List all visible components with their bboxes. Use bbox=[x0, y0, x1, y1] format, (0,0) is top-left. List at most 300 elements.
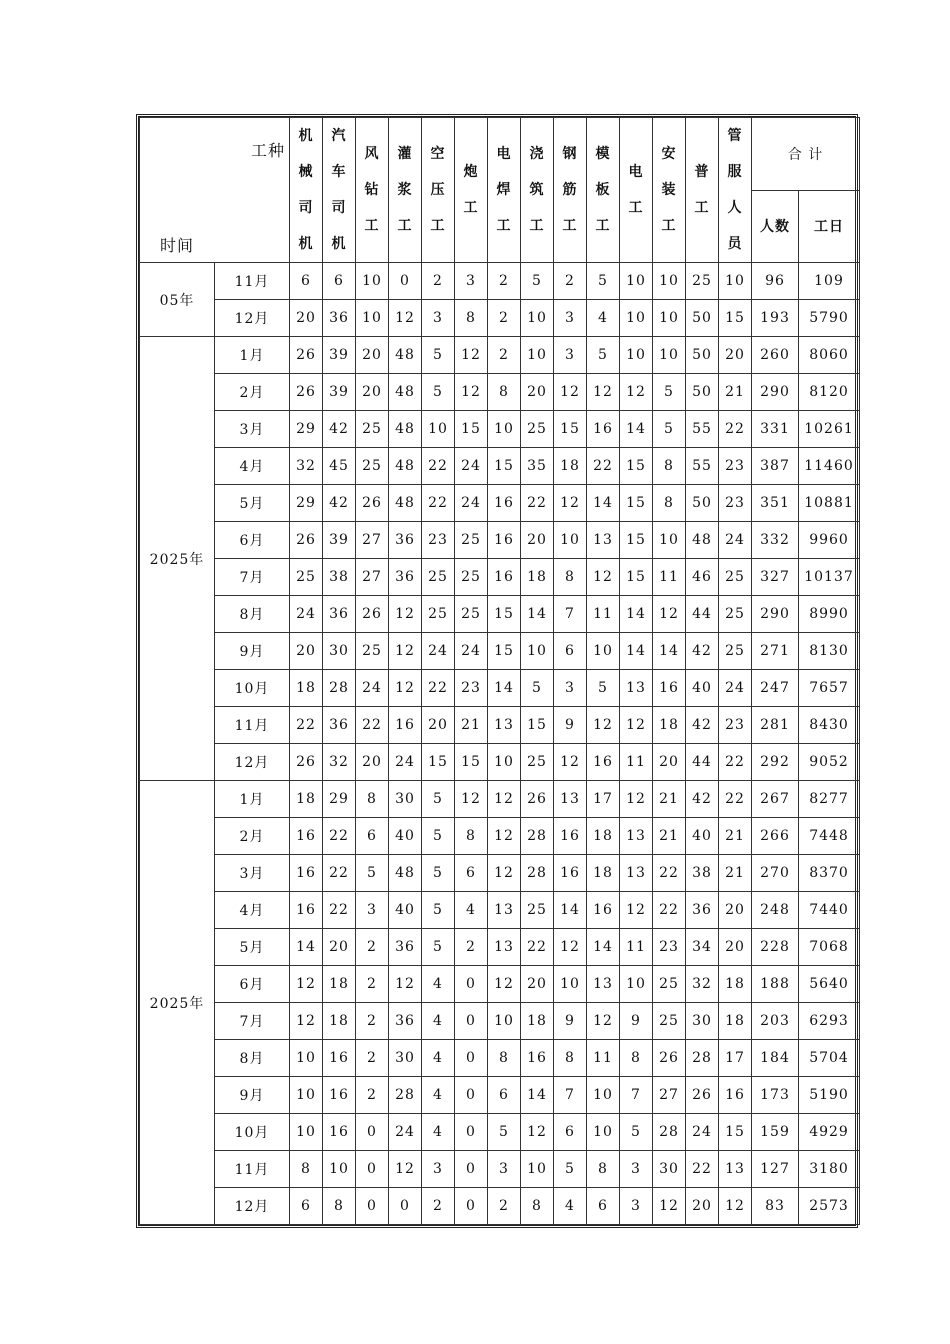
value-cell: 28 bbox=[686, 1040, 719, 1077]
year-cell: 2025年 bbox=[140, 337, 215, 781]
month-cell: 9月 bbox=[215, 1077, 290, 1114]
value-cell: 22 bbox=[323, 818, 356, 855]
value-cell: 5 bbox=[587, 670, 620, 707]
value-cell: 18 bbox=[719, 966, 752, 1003]
column-header-label: 安装工 bbox=[661, 146, 677, 234]
month-cell: 11月 bbox=[215, 1151, 290, 1188]
value-cell: 23 bbox=[719, 448, 752, 485]
value-cell: 10 bbox=[521, 1151, 554, 1188]
value-cell: 4 bbox=[422, 1114, 455, 1151]
value-cell: 15 bbox=[455, 744, 488, 781]
value-cell: 12 bbox=[587, 374, 620, 411]
table-row bbox=[140, 781, 860, 818]
value-cell: 21 bbox=[653, 781, 686, 818]
value-cell: 10 bbox=[521, 300, 554, 337]
column-header bbox=[719, 118, 752, 263]
value-cell: 25 bbox=[521, 411, 554, 448]
column-header-label: 炮工 bbox=[463, 164, 479, 216]
value-cell: 10 bbox=[620, 337, 653, 374]
value-cell: 32 bbox=[323, 744, 356, 781]
value-cell: 5790 bbox=[799, 300, 860, 337]
value-cell: 18 bbox=[290, 670, 323, 707]
value-cell: 36 bbox=[323, 707, 356, 744]
value-cell: 16 bbox=[488, 522, 521, 559]
value-cell: 16 bbox=[587, 892, 620, 929]
value-cell: 24 bbox=[356, 670, 389, 707]
value-cell: 203 bbox=[752, 1003, 799, 1040]
table-row bbox=[140, 892, 860, 929]
value-cell: 267 bbox=[752, 781, 799, 818]
labor-plan-table bbox=[139, 117, 860, 1225]
value-cell: 22 bbox=[356, 707, 389, 744]
table-row bbox=[140, 1114, 860, 1151]
value-cell: 12 bbox=[653, 596, 686, 633]
month-cell: 11月 bbox=[215, 263, 290, 300]
value-cell: 26 bbox=[356, 596, 389, 633]
value-cell: 12 bbox=[455, 781, 488, 818]
column-header-label: 汽车司机 bbox=[331, 128, 347, 252]
value-cell: 12 bbox=[554, 374, 587, 411]
value-cell: 44 bbox=[686, 744, 719, 781]
value-cell: 34 bbox=[686, 929, 719, 966]
value-cell: 2 bbox=[488, 300, 521, 337]
month-cell: 4月 bbox=[215, 448, 290, 485]
header-row bbox=[140, 118, 860, 191]
value-cell: 2 bbox=[356, 1040, 389, 1077]
value-cell: 23 bbox=[719, 485, 752, 522]
value-cell: 48 bbox=[389, 374, 422, 411]
value-cell: 25 bbox=[356, 448, 389, 485]
value-cell: 5 bbox=[422, 892, 455, 929]
value-cell: 16 bbox=[323, 1077, 356, 1114]
value-cell: 13 bbox=[620, 670, 653, 707]
value-cell: 40 bbox=[389, 818, 422, 855]
value-cell: 22 bbox=[521, 929, 554, 966]
value-cell: 16 bbox=[323, 1114, 356, 1151]
value-cell: 8370 bbox=[799, 855, 860, 892]
column-header-label: 风钻工 bbox=[364, 146, 380, 234]
value-cell: 18 bbox=[290, 781, 323, 818]
value-cell: 17 bbox=[719, 1040, 752, 1077]
value-cell: 228 bbox=[752, 929, 799, 966]
month-cell: 8月 bbox=[215, 596, 290, 633]
value-cell: 7068 bbox=[799, 929, 860, 966]
value-cell: 42 bbox=[686, 781, 719, 818]
value-cell: 39 bbox=[323, 374, 356, 411]
value-cell: 10 bbox=[521, 633, 554, 670]
month-cell: 2月 bbox=[215, 374, 290, 411]
value-cell: 10 bbox=[653, 263, 686, 300]
value-cell: 0 bbox=[356, 1114, 389, 1151]
value-cell: 3 bbox=[422, 1151, 455, 1188]
value-cell: 24 bbox=[455, 485, 488, 522]
value-cell: 6 bbox=[455, 855, 488, 892]
value-cell: 50 bbox=[686, 374, 719, 411]
value-cell: 11 bbox=[587, 1040, 620, 1077]
column-header bbox=[686, 118, 719, 263]
labor-plan-table-frame bbox=[136, 114, 858, 1228]
value-cell: 20 bbox=[521, 374, 554, 411]
value-cell: 23 bbox=[422, 522, 455, 559]
value-cell: 40 bbox=[686, 670, 719, 707]
table-row bbox=[140, 485, 860, 522]
value-cell: 10 bbox=[587, 1114, 620, 1151]
value-cell: 2 bbox=[422, 1188, 455, 1225]
value-cell: 46 bbox=[686, 559, 719, 596]
value-cell: 27 bbox=[356, 522, 389, 559]
value-cell: 0 bbox=[455, 1188, 488, 1225]
value-cell: 15 bbox=[719, 1114, 752, 1151]
value-cell: 10 bbox=[323, 1151, 356, 1188]
value-cell: 42 bbox=[323, 411, 356, 448]
value-cell: 7448 bbox=[799, 818, 860, 855]
sum-days-header: 工日 bbox=[799, 190, 860, 263]
month-cell: 1月 bbox=[215, 781, 290, 818]
value-cell: 20 bbox=[719, 929, 752, 966]
value-cell: 271 bbox=[752, 633, 799, 670]
table-row bbox=[140, 522, 860, 559]
value-cell: 15 bbox=[620, 522, 653, 559]
value-cell: 26 bbox=[290, 374, 323, 411]
value-cell: 12 bbox=[521, 1114, 554, 1151]
value-cell: 0 bbox=[455, 1040, 488, 1077]
value-cell: 25 bbox=[719, 633, 752, 670]
value-cell: 8 bbox=[554, 559, 587, 596]
value-cell: 55 bbox=[686, 448, 719, 485]
column-header-label: 灌浆工 bbox=[397, 146, 413, 234]
table-row bbox=[140, 374, 860, 411]
column-header-label: 电工 bbox=[628, 164, 644, 216]
value-cell: 8 bbox=[653, 448, 686, 485]
value-cell: 36 bbox=[323, 596, 356, 633]
value-cell: 266 bbox=[752, 818, 799, 855]
table-row bbox=[140, 818, 860, 855]
value-cell: 10 bbox=[356, 300, 389, 337]
value-cell: 14 bbox=[620, 633, 653, 670]
value-cell: 10 bbox=[620, 300, 653, 337]
value-cell: 12 bbox=[620, 707, 653, 744]
value-cell: 10 bbox=[356, 263, 389, 300]
value-cell: 5 bbox=[422, 337, 455, 374]
value-cell: 3 bbox=[620, 1151, 653, 1188]
value-cell: 26 bbox=[356, 485, 389, 522]
month-cell: 1月 bbox=[215, 337, 290, 374]
value-cell: 30 bbox=[389, 1040, 422, 1077]
value-cell: 0 bbox=[455, 1077, 488, 1114]
value-cell: 7 bbox=[554, 596, 587, 633]
value-cell: 26 bbox=[290, 522, 323, 559]
value-cell: 15 bbox=[719, 300, 752, 337]
value-cell: 42 bbox=[323, 485, 356, 522]
value-cell: 16 bbox=[521, 1040, 554, 1077]
column-header bbox=[554, 118, 587, 263]
value-cell: 351 bbox=[752, 485, 799, 522]
value-cell: 28 bbox=[521, 855, 554, 892]
value-cell: 25 bbox=[422, 596, 455, 633]
value-cell: 4 bbox=[554, 1188, 587, 1225]
month-cell: 11月 bbox=[215, 707, 290, 744]
value-cell: 48 bbox=[389, 855, 422, 892]
table-row bbox=[140, 596, 860, 633]
value-cell: 10 bbox=[290, 1077, 323, 1114]
value-cell: 36 bbox=[686, 892, 719, 929]
value-cell: 50 bbox=[686, 300, 719, 337]
value-cell: 8130 bbox=[799, 633, 860, 670]
value-cell: 29 bbox=[323, 781, 356, 818]
month-cell: 10月 bbox=[215, 670, 290, 707]
value-cell: 16 bbox=[587, 744, 620, 781]
value-cell: 3 bbox=[620, 1188, 653, 1225]
value-cell: 10 bbox=[488, 744, 521, 781]
table-row bbox=[140, 707, 860, 744]
value-cell: 38 bbox=[323, 559, 356, 596]
column-header bbox=[356, 118, 389, 263]
value-cell: 8 bbox=[455, 300, 488, 337]
value-cell: 5 bbox=[356, 855, 389, 892]
value-cell: 18 bbox=[521, 559, 554, 596]
value-cell: 28 bbox=[653, 1114, 686, 1151]
value-cell: 13 bbox=[587, 966, 620, 1003]
value-cell: 22 bbox=[323, 892, 356, 929]
value-cell: 24 bbox=[290, 596, 323, 633]
value-cell: 2 bbox=[455, 929, 488, 966]
value-cell: 2 bbox=[422, 263, 455, 300]
value-cell: 12 bbox=[488, 781, 521, 818]
value-cell: 247 bbox=[752, 670, 799, 707]
month-cell: 6月 bbox=[215, 522, 290, 559]
value-cell: 24 bbox=[422, 633, 455, 670]
value-cell: 26 bbox=[290, 337, 323, 374]
value-cell: 7 bbox=[620, 1077, 653, 1114]
value-cell: 20 bbox=[422, 707, 455, 744]
value-cell: 13 bbox=[554, 781, 587, 818]
value-cell: 11 bbox=[620, 744, 653, 781]
value-cell: 22 bbox=[290, 707, 323, 744]
value-cell: 13 bbox=[719, 1151, 752, 1188]
value-cell: 24 bbox=[389, 744, 422, 781]
value-cell: 30 bbox=[653, 1151, 686, 1188]
column-header bbox=[587, 118, 620, 263]
value-cell: 24 bbox=[389, 1114, 422, 1151]
value-cell: 10 bbox=[554, 966, 587, 1003]
value-cell: 4 bbox=[587, 300, 620, 337]
table-row bbox=[140, 1077, 860, 1114]
table-row bbox=[140, 929, 860, 966]
value-cell: 12 bbox=[455, 374, 488, 411]
value-cell: 0 bbox=[455, 1114, 488, 1151]
value-cell: 16 bbox=[488, 559, 521, 596]
value-cell: 5 bbox=[422, 374, 455, 411]
value-cell: 8277 bbox=[799, 781, 860, 818]
value-cell: 25 bbox=[455, 522, 488, 559]
value-cell: 16 bbox=[653, 670, 686, 707]
column-header bbox=[290, 118, 323, 263]
value-cell: 16 bbox=[290, 892, 323, 929]
value-cell: 48 bbox=[686, 522, 719, 559]
value-cell: 13 bbox=[620, 855, 653, 892]
value-cell: 24 bbox=[686, 1114, 719, 1151]
value-cell: 8430 bbox=[799, 707, 860, 744]
value-cell: 20 bbox=[356, 744, 389, 781]
value-cell: 24 bbox=[719, 522, 752, 559]
value-cell: 188 bbox=[752, 966, 799, 1003]
value-cell: 20 bbox=[290, 300, 323, 337]
value-cell: 5 bbox=[653, 374, 686, 411]
value-cell: 292 bbox=[752, 744, 799, 781]
value-cell: 50 bbox=[686, 485, 719, 522]
value-cell: 23 bbox=[455, 670, 488, 707]
value-cell: 10 bbox=[554, 522, 587, 559]
value-cell: 25 bbox=[653, 1003, 686, 1040]
column-header bbox=[323, 118, 356, 263]
value-cell: 25 bbox=[719, 596, 752, 633]
table-row bbox=[140, 448, 860, 485]
value-cell: 18 bbox=[587, 818, 620, 855]
value-cell: 16 bbox=[587, 411, 620, 448]
value-cell: 15 bbox=[488, 448, 521, 485]
value-cell: 20 bbox=[356, 374, 389, 411]
value-cell: 248 bbox=[752, 892, 799, 929]
year-cell: 2025年 bbox=[140, 781, 215, 1225]
value-cell: 15 bbox=[455, 411, 488, 448]
value-cell: 48 bbox=[389, 448, 422, 485]
month-cell: 8月 bbox=[215, 1040, 290, 1077]
table-row bbox=[140, 1040, 860, 1077]
value-cell: 21 bbox=[719, 818, 752, 855]
value-cell: 27 bbox=[356, 559, 389, 596]
value-cell: 20 bbox=[653, 744, 686, 781]
value-cell: 32 bbox=[290, 448, 323, 485]
value-cell: 3 bbox=[422, 300, 455, 337]
value-cell: 20 bbox=[521, 522, 554, 559]
value-cell: 332 bbox=[752, 522, 799, 559]
value-cell: 12 bbox=[389, 633, 422, 670]
value-cell: 12 bbox=[587, 1003, 620, 1040]
value-cell: 3 bbox=[554, 337, 587, 374]
value-cell: 2 bbox=[488, 263, 521, 300]
table-row bbox=[140, 559, 860, 596]
value-cell: 36 bbox=[323, 300, 356, 337]
value-cell: 28 bbox=[521, 818, 554, 855]
value-cell: 6 bbox=[587, 1188, 620, 1225]
column-header-label: 机械司机 bbox=[298, 128, 314, 252]
value-cell: 26 bbox=[686, 1077, 719, 1114]
corner-cell bbox=[140, 118, 290, 263]
value-cell: 10 bbox=[587, 633, 620, 670]
value-cell: 12 bbox=[587, 707, 620, 744]
value-cell: 5 bbox=[587, 337, 620, 374]
table-row bbox=[140, 855, 860, 892]
year-cell: 05年 bbox=[140, 263, 215, 337]
value-cell: 8 bbox=[521, 1188, 554, 1225]
value-cell: 10 bbox=[620, 263, 653, 300]
value-cell: 16 bbox=[323, 1040, 356, 1077]
value-cell: 4 bbox=[422, 966, 455, 1003]
value-cell: 30 bbox=[389, 781, 422, 818]
value-cell: 12 bbox=[455, 337, 488, 374]
value-cell: 2 bbox=[554, 263, 587, 300]
value-cell: 0 bbox=[455, 1003, 488, 1040]
value-cell: 27 bbox=[653, 1077, 686, 1114]
value-cell: 39 bbox=[323, 522, 356, 559]
value-cell: 22 bbox=[719, 781, 752, 818]
value-cell: 9052 bbox=[799, 744, 860, 781]
value-cell: 0 bbox=[455, 966, 488, 1003]
value-cell: 10 bbox=[521, 337, 554, 374]
value-cell: 13 bbox=[620, 818, 653, 855]
month-cell: 10月 bbox=[215, 1114, 290, 1151]
month-cell: 12月 bbox=[215, 744, 290, 781]
value-cell: 184 bbox=[752, 1040, 799, 1077]
value-cell: 10261 bbox=[799, 411, 860, 448]
value-cell: 96 bbox=[752, 263, 799, 300]
table-row bbox=[140, 670, 860, 707]
value-cell: 14 bbox=[587, 485, 620, 522]
value-cell: 18 bbox=[323, 966, 356, 1003]
month-cell: 5月 bbox=[215, 485, 290, 522]
value-cell: 12 bbox=[389, 1151, 422, 1188]
value-cell: 38 bbox=[686, 855, 719, 892]
value-cell: 8 bbox=[488, 374, 521, 411]
value-cell: 13 bbox=[587, 522, 620, 559]
value-cell: 25 bbox=[719, 559, 752, 596]
value-cell: 0 bbox=[389, 1188, 422, 1225]
value-cell: 6 bbox=[290, 263, 323, 300]
sum-header: 合 计 bbox=[752, 118, 860, 191]
value-cell: 25 bbox=[686, 263, 719, 300]
value-cell: 5 bbox=[653, 411, 686, 448]
value-cell: 48 bbox=[389, 337, 422, 374]
value-cell: 10 bbox=[653, 522, 686, 559]
value-cell: 12 bbox=[719, 1188, 752, 1225]
value-cell: 15 bbox=[488, 596, 521, 633]
value-cell: 331 bbox=[752, 411, 799, 448]
table-row bbox=[140, 966, 860, 1003]
value-cell: 10 bbox=[488, 1003, 521, 1040]
value-cell: 14 bbox=[587, 929, 620, 966]
value-cell: 4 bbox=[422, 1077, 455, 1114]
value-cell: 260 bbox=[752, 337, 799, 374]
value-cell: 159 bbox=[752, 1114, 799, 1151]
value-cell: 48 bbox=[389, 485, 422, 522]
value-cell: 3 bbox=[455, 263, 488, 300]
value-cell: 3180 bbox=[799, 1151, 860, 1188]
value-cell: 10 bbox=[488, 411, 521, 448]
value-cell: 10 bbox=[620, 966, 653, 1003]
value-cell: 10 bbox=[290, 1114, 323, 1151]
value-cell: 10 bbox=[653, 337, 686, 374]
value-cell: 6 bbox=[290, 1188, 323, 1225]
month-cell: 3月 bbox=[215, 411, 290, 448]
value-cell: 20 bbox=[521, 966, 554, 1003]
column-header-label: 电焊工 bbox=[496, 146, 512, 234]
value-cell: 9 bbox=[554, 1003, 587, 1040]
table-row bbox=[140, 411, 860, 448]
value-cell: 6293 bbox=[799, 1003, 860, 1040]
value-cell: 3 bbox=[554, 670, 587, 707]
value-cell: 10137 bbox=[799, 559, 860, 596]
value-cell: 8 bbox=[587, 1151, 620, 1188]
value-cell: 16 bbox=[554, 855, 587, 892]
value-cell: 36 bbox=[389, 929, 422, 966]
value-cell: 6 bbox=[356, 818, 389, 855]
month-cell: 12月 bbox=[215, 300, 290, 337]
value-cell: 5704 bbox=[799, 1040, 860, 1077]
table-row bbox=[140, 337, 860, 374]
value-cell: 11 bbox=[653, 559, 686, 596]
value-cell: 12 bbox=[389, 966, 422, 1003]
table-row bbox=[140, 263, 860, 300]
